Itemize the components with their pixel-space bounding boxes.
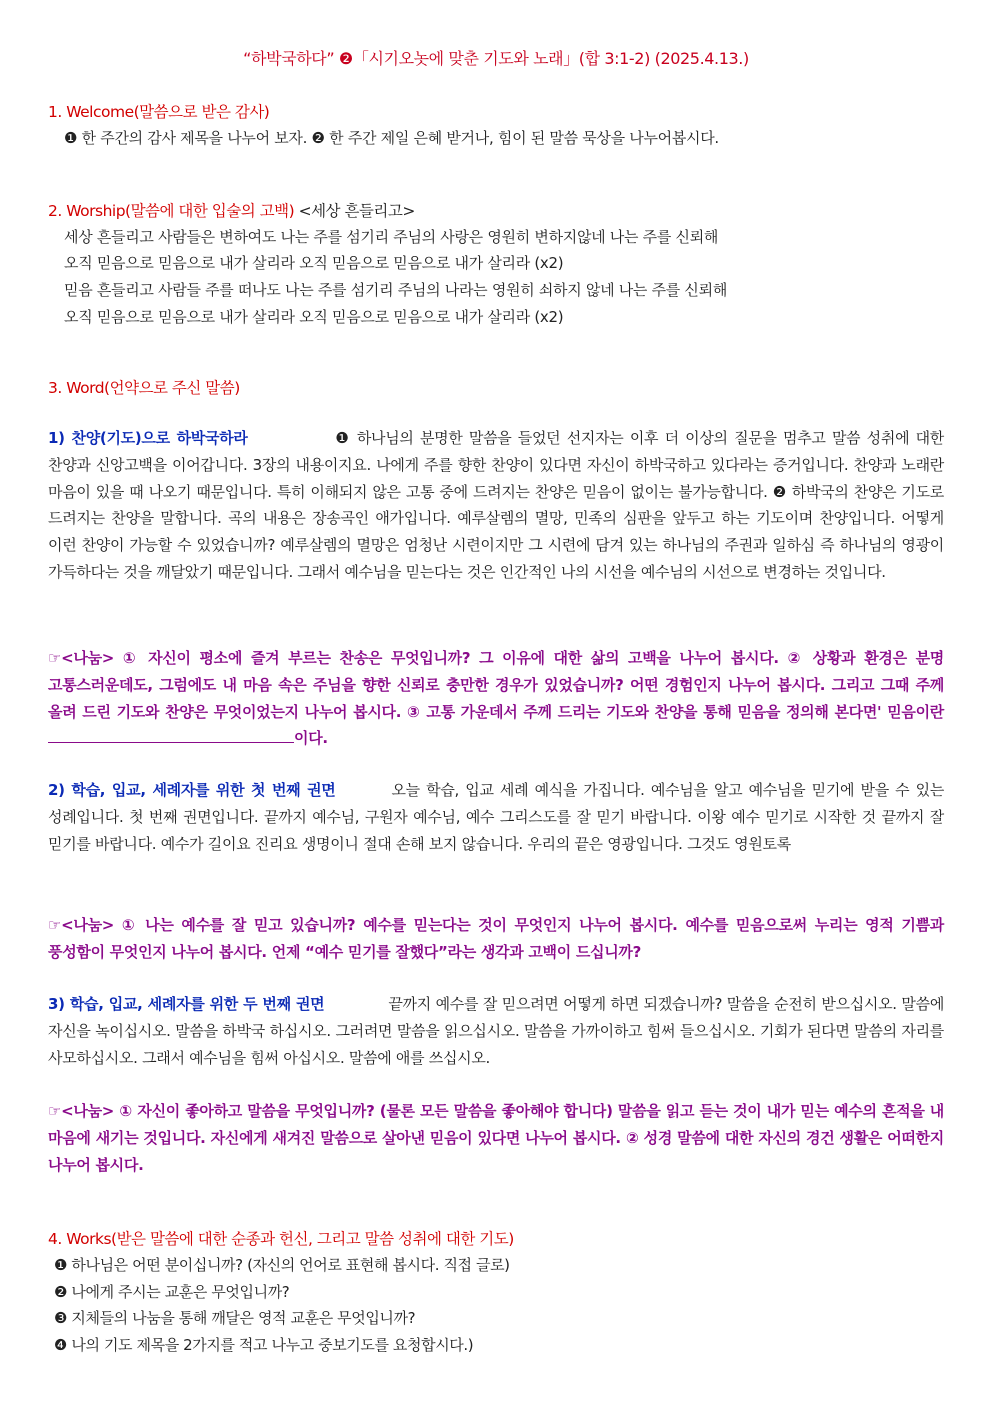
word-part-1 xyxy=(48,425,944,586)
part2-subtitle: 2) 학습, 입교, 세례자를 위한 첫 번째 권면 xyxy=(48,781,336,799)
lyric-line: 오직 믿음으로 믿음으로 내가 살리라 오직 믿음으로 믿음으로 내가 살리라 (x2) xyxy=(64,254,564,272)
part1-body: ❶ 하나님의 분명한 말씀을 들었던 선지자는 이후 더 이상의 질문을 멈추고 말씀 성취에 대한 찬양과 신앙고백을 이어갑니다. 3장의 내용이지요. 나에게 주를 향한 찬양이 있다면 자신이 하박국하고 있다라는 증거입니다. 찬양과 노래란 마음이 있을 때 나오기 때문입니다. 특히 이해되지 않은 고통 중에 드려지는 찬양은 믿음이 없이는 불가능합니다. ❷ 하박국의 찬양은 기도로 드려지는 찬양을 말합니다. 곡의 내용은 장송곡인 애가입니다. 예루살렘의 멸망, 민족의 심판을 앞두고 하는 기도이며 찬양입니다. 어떻게 이런 찬양이 가능할 수 있었습니까? 예루살렘의 멸망은 엄청난 시련이지만 그 시련에 담겨 있는 하나님의 주권과 일하심 즉 하나님의 영광이 가득하다는 것을 깨달았기 때문입니다. 그래서 예수님을 믿는다는 것은 인간적인 나의 시선을 예수님의 시선으로 변경하는 것입니다. xyxy=(48,429,944,581)
section2-heading-row xyxy=(48,199,415,221)
lyric-line: 오직 믿음으로 믿음으로 내가 살리라 오직 믿음으로 믿음으로 내가 살리라 (x2) xyxy=(64,308,564,326)
answer-blank[interactable] xyxy=(48,728,294,743)
part3-subtitle: 3) 학습, 입교, 세례자를 위한 두 번째 권면 xyxy=(48,995,325,1013)
part1-share-end: 이다. xyxy=(294,729,328,748)
section4-heading: 4. Works(받은 말씀에 대한 순종과 헌신, 그리고 말씀 성취에 대한 기도) xyxy=(48,1230,514,1248)
section3-heading: 3. Word(언약으로 주신 말씀) xyxy=(48,379,240,397)
works-item-1: ❶ 하나님은 어떤 분이십니까? (자신의 언어로 표현해 봅시다. 직접 글로) xyxy=(54,1256,510,1274)
section1-text: ❶ 한 주간의 감사 제목을 나누어 보자. ❷ 한 주간 제일 은혜 받거나, 힘이 된 말씀 묵상을 나누어봅시다. xyxy=(64,129,719,147)
lyric-line: 믿음 흔들리고 사람들 주를 떠나도 나는 주를 섬기리 주님의 나라는 영원히 쇠하지 않네 나는 주를 신뢰해 xyxy=(64,281,728,299)
song-title: <세상 흔들리고> xyxy=(298,202,415,220)
word-part-3 xyxy=(48,991,944,1071)
section2-heading: 2. Worship(말씀에 대한 입술의 고백) xyxy=(48,202,295,220)
part3-share: ☞<나눔> ① 자신이 좋아하고 말씀을 무엇입니까? (물론 모든 말씀을 좋아해야 합니다) 말씀을 읽고 듣는 것이 내가 믿는 예수의 흔적을 내 마음에 새기는 것입니다. 자신에게 새겨진 말씀으로 살아낸 믿음이 있다면 나누어 봅시다. ② 성경 말씀에 대한 자신의 경건 생활은 어떠한지 나누어 봅시다. xyxy=(48,1102,944,1174)
part1-subtitle: 1) 찬양(기도)으로 하박국하라 xyxy=(48,429,248,447)
part1-share-text: ☞<나눔> ① 자신이 평소에 즐겨 부르는 찬송은 무엇입니까? 그 이유에 대한 삶의 고백을 나누어 봅시다. ② 상황과 환경은 분명 고통스러운데도, 그럼에도 내 마음 속은 주님을 향한 신뢰로 충만한 경우가 있었습니까? 어떤 경험인지 나누어 봅시다. 그리고 그때 주께 올려 드린 기도와 찬양은 무엇이었는지 나누어 봅시다. ③ 고통 가운데서 주께 드리는 기도와 찬양을 통해 믿음을 정의해 본다면' 믿음이란 xyxy=(48,649,944,721)
part2-share: ☞<나눔> ① 나는 예수를 잘 믿고 있습니까? 예수를 믿는다는 것이 무엇인지 나누어 봅시다. 예수를 믿음으로써 누리는 영적 기쁨과 풍성함이 무엇인지 나누어 봅시다. 언제 “예수 믿기를 잘했다”라는 생각과 고백이 드십니까? xyxy=(48,916,944,961)
part3-body: 끝까지 예수를 잘 믿으려면 어떻게 하면 되겠습니까? 말씀을 순전히 받으십시오. 말씀에 자신을 녹이십시오. 말씀을 하박국 하십시오. 그러려면 말씀을 읽으십시오. 말씀을 가까이하고 힘써 들으십시오. 기회가 된다면 말씀의 자리를 사모하십시오. 그래서 예수님을 힘써 아십시오. 말씀에 애를 쓰십시오. xyxy=(48,995,945,1067)
part1-share xyxy=(48,645,944,752)
word-part-2 xyxy=(48,777,944,857)
lyric-line: 세상 흔들리고 사람들은 변하여도 나는 주를 섬기리 주님의 사랑은 영원히 변하지않네 나는 주를 신뢰해 xyxy=(64,228,719,246)
part2-body: 오늘 학습, 입교 세례 예식을 가집니다. 예수님을 알고 예수님을 믿기에 받을 수 있는 성례입니다. 첫 번째 권면입니다. 끝까지 예수님, 구원자 예수님, 예수 그리스도를 잘 믿기 바랍니다. 이왕 예수 믿기로 시작한 것 끝까지 잘 믿기를 바랍니다. 예수가 길이요 진리요 생명이니 절대 손해 보지 않습니다. 우리의 끝은 영광입니다. 그것도 영원토록 xyxy=(48,781,945,853)
section1-heading: 1. Welcome(말씀으로 받은 감사) xyxy=(48,103,270,121)
page-title: “하박국하다” ❷「시기오놋에 맞춘 기도와 노래」(합 3:1-2) (2025.4.13.) xyxy=(243,49,749,68)
works-item-2: ❷ 나에게 주시는 교훈은 무엇입니까? xyxy=(54,1283,290,1301)
works-item-3: ❸ 지체들의 나눔을 통해 깨달은 영적 교훈은 무엇입니까? xyxy=(54,1309,416,1327)
works-item-4: ❹ 나의 기도 제목을 2가지를 적고 나누고 중보기도를 요청합시다.) xyxy=(54,1336,474,1354)
